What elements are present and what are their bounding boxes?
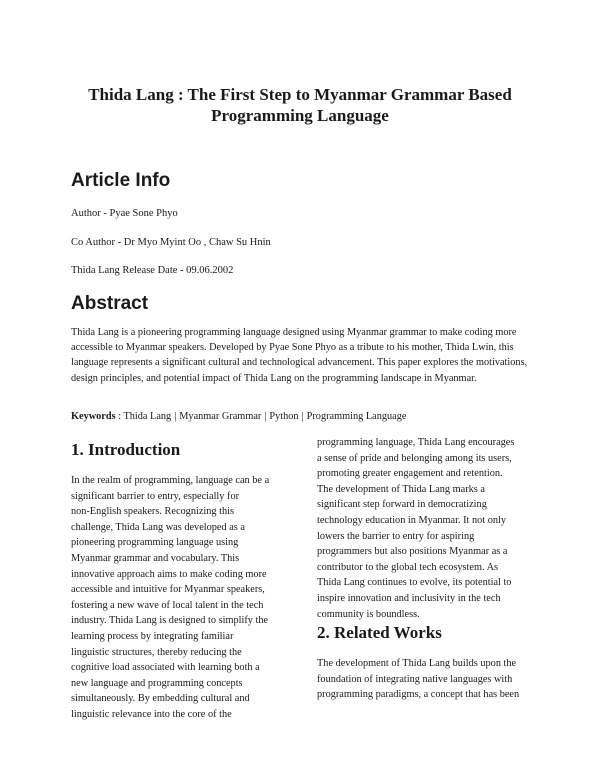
- paper-title-line-1: Thida Lang : The First Step to Myanmar Grammar Based: [88, 85, 512, 104]
- text-line: cognitive load associated with learning both a: [71, 662, 260, 674]
- author-line: Author - Pyae Sone Phyo: [71, 208, 178, 219]
- text-line: Myanmar grammar and vocabulary. This: [71, 552, 240, 564]
- text-line: In the realm of programming, language can be a: [71, 475, 270, 486]
- text-line: Thida Lang continues to evolve, its potential to: [317, 577, 512, 589]
- related-works-column: [317, 656, 547, 703]
- text-line: programming language, Thida Lang encourages: [317, 437, 515, 448]
- text-line: simultaneously. By embedding cultural and: [71, 693, 250, 705]
- abstract-heading: Abstract: [71, 293, 149, 314]
- text-line: linguistic relevance into the core of the: [71, 708, 232, 720]
- text-line: contributor to the global tech ecosystem. As: [317, 561, 499, 573]
- keyword-separator: |: [264, 411, 267, 422]
- keyword-separator: |: [301, 411, 304, 422]
- text-line: The development of Thida Lang marks a: [317, 483, 485, 495]
- abstract-text: Thida Lang is a pioneering programming language designed using Myanmar grammar to make coding more accessible to Myanmar speakers. Developed by Pyae Sone Phyo as a tribute to his mother, Thida Lwin, this language represents a significant cultural and technological advancement. This paper explores the motivations, design principles, and potential impact of Thida Lang on the programming landscape in Myanmar.: [71, 327, 528, 384]
- text-line: learning process by integrating familiar: [71, 630, 234, 642]
- paper-title-line-2: Programming Language: [211, 106, 389, 125]
- text-line: technology education in Myanmar. It not only: [317, 514, 507, 526]
- text-line: new language and programming concepts: [71, 677, 243, 689]
- keyword-item: Myanmar Grammar: [179, 411, 262, 422]
- text-line: significant step forward in democratizing: [317, 499, 487, 511]
- text-line: a sense of pride and belonging among its users,: [317, 452, 512, 464]
- text-line: significant barrier to entry, especially for: [71, 490, 240, 502]
- text-line: The development of Thida Lang builds upon the: [317, 658, 517, 669]
- text-line: linguistic structures, thereby reducing the: [71, 646, 242, 658]
- text-line: foundation of integrating native languages with: [317, 673, 513, 685]
- text-line: fostering a new wave of local talent in the tech: [71, 599, 264, 611]
- introduction-left-column: [71, 473, 286, 723]
- text-line: promoting greater engagement and retention.: [317, 468, 503, 480]
- keyword-separator: |: [174, 411, 177, 422]
- keywords-colon: :: [115, 411, 124, 422]
- keyword-item: Programming Language: [306, 411, 407, 422]
- text-line: accessible and intuitive for Myanmar speakers,: [71, 584, 265, 596]
- keywords-label: Keywords: [71, 411, 116, 422]
- introduction-right-column: [317, 435, 547, 622]
- text-line: programmers but also positions Myanmar as a: [317, 546, 508, 558]
- text-line: community is boundless.: [317, 608, 420, 620]
- text-line: innovative approach aims to make coding more: [71, 568, 267, 580]
- paper-title: [40, 84, 560, 126]
- text-line: programming paradigms, a concept that has been: [317, 689, 520, 701]
- introduction-heading: 1. Introduction: [71, 440, 181, 459]
- keyword-item: Thida Lang: [123, 411, 172, 422]
- keyword-item: Python: [269, 411, 299, 422]
- text-line: inspire innovation and inclusivity in the tech: [317, 592, 501, 604]
- keywords-line: [71, 410, 541, 424]
- text-line: non-English speakers. Recognizing this: [71, 506, 235, 518]
- text-line: industry. Thida Lang is designed to simplify the: [71, 615, 269, 627]
- text-line: lowers the barrier to entry for aspiring: [317, 530, 475, 542]
- text-line: challenge, Thida Lang was developed as a: [71, 521, 245, 533]
- co-author-line: Co Author - Dr Myo Myint Oo , Chaw Su Hnin: [71, 237, 271, 248]
- text-line: pioneering programming language using: [71, 537, 239, 549]
- article-info-heading: Article Info: [71, 170, 171, 191]
- release-date-line: Thida Lang Release Date - 09.06.2002: [71, 265, 234, 276]
- related-works-heading: 2. Related Works: [317, 623, 442, 642]
